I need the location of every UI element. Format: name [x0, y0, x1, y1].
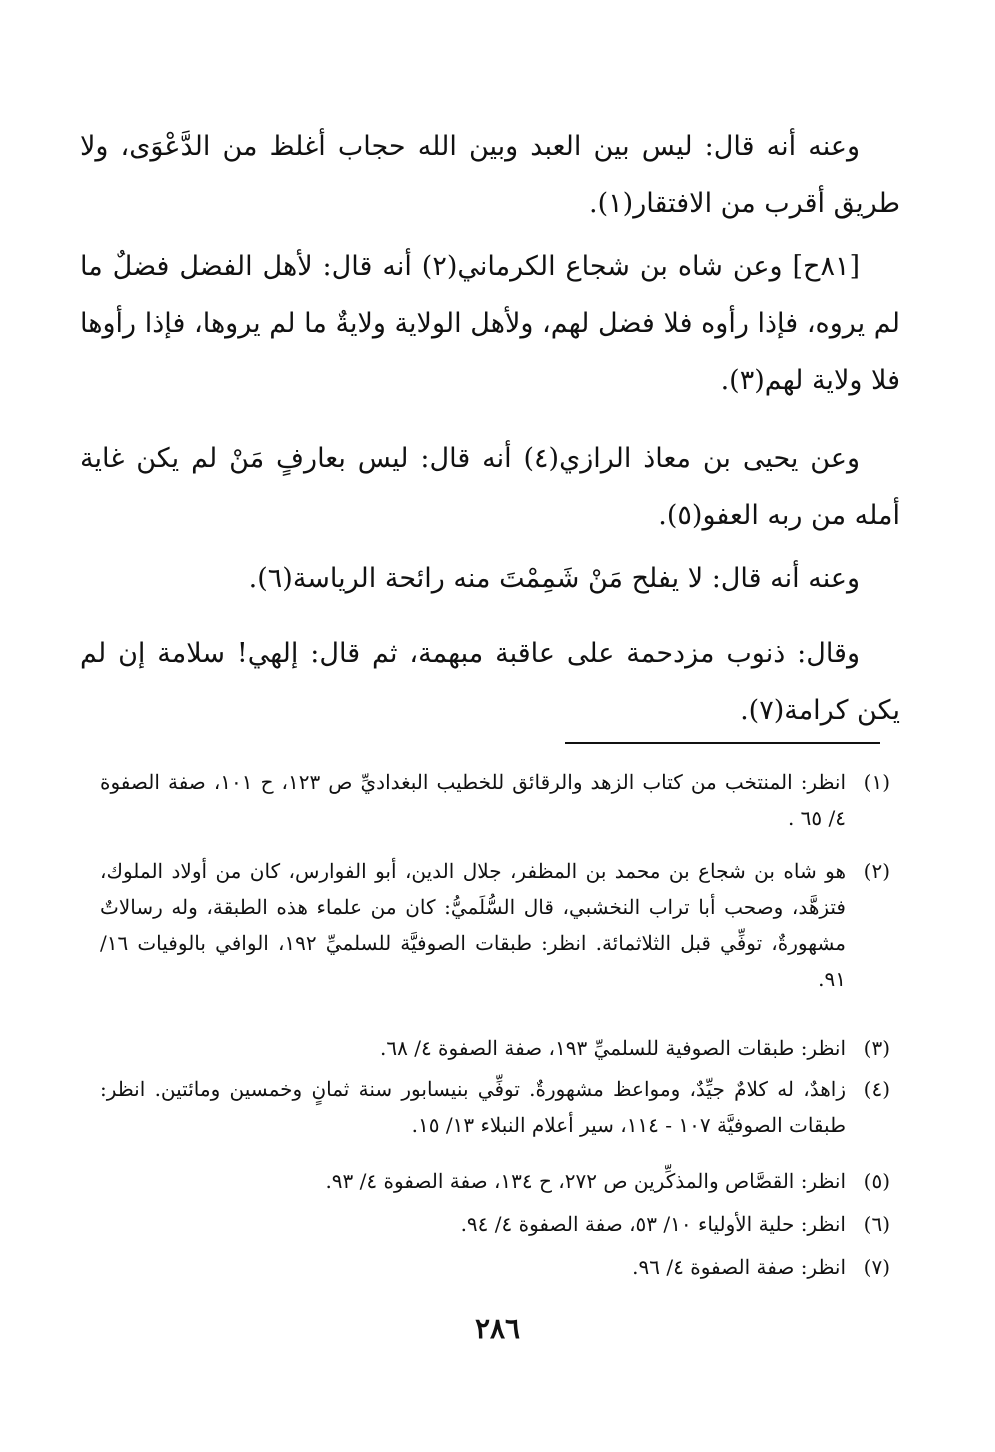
- footnote-5: [100, 1163, 890, 1199]
- footnote-text: انظر: صفة الصفوة ٤/ ٩٦.: [632, 1255, 846, 1279]
- footnote-separator: [565, 742, 880, 744]
- footnote-3: [100, 1030, 890, 1066]
- main-paragraph-4: [80, 550, 900, 607]
- footnote-number: (٧): [863, 1255, 890, 1279]
- footnote-number: (٦): [863, 1212, 890, 1236]
- footnote-number: (٥): [863, 1169, 890, 1193]
- footnote-2: [100, 853, 890, 997]
- main-paragraph-1: [80, 118, 900, 232]
- main-paragraph-5: [80, 625, 900, 739]
- main-paragraph-2: [80, 238, 900, 409]
- paragraph-text: وعن يحيى بن معاذ الرازي(٤) أنه قال: ليس بعارفٍ مَنْ لم يكن غاية أمله من ربه العفو(٥).: [80, 443, 900, 531]
- footnote-number: (٤): [863, 1077, 890, 1101]
- page-number: ٢٨٦: [474, 1312, 521, 1345]
- footnote-text: انظر: حلية الأولياء ١٠/ ٥٣، صفة الصفوة ٤/ ٩٤.: [460, 1212, 846, 1236]
- footnote-7: [100, 1249, 890, 1285]
- footnote-text: انظر: طبقات الصوفية للسلميِّ ١٩٣، صفة الصفوة ٤/ ٦٨.: [380, 1036, 846, 1060]
- footnote-number: (٣): [863, 1036, 890, 1060]
- main-paragraph-3: [80, 430, 900, 544]
- footnote-text: انظر: المنتخب من كتاب الزهد والرقائق للخطيب البغداديِّ ص ١٢٣، ح ١٠١، صفة الصفوة ٤/ ٦٥ .: [100, 770, 846, 830]
- paragraph-text: وعنه أنه قال: لا يفلح مَنْ شَمِمْتَ منه رائحة الرياسة(٦).: [248, 563, 860, 594]
- footnote-1: [100, 764, 890, 836]
- footnote-number: (٢): [863, 859, 890, 883]
- footnote-text: هو شاه بن شجاع بن محمد بن المظفر، جلال الدين، أبو الفوارس، كان من أولاد الملوك، فتزهَّد، وصحب أبا تراب النخشبي، قال السُّلَميُّ: كان من علماء هذه الطبقة، وله رسالاتٌ مشهورةٌ، توفِّي قبل الثلاثمائة. انظر: طبقات الصوفيَّة للسلميِّ ١٩٢، الوافي بالوفيات ١٦/ ٩١.: [100, 859, 847, 991]
- paragraph-text: وقال: ذنوب مزدحمة على عاقبة مبهمة، ثم قال: إلهي! سلامة إن لم يكن كرامة(٧).: [80, 638, 900, 726]
- footnote-text: انظر: القصَّاص والمذكِّرين ص ٢٧٢، ح ١٣٤، صفة الصفوة ٤/ ٩٣.: [325, 1169, 846, 1193]
- footnote-number: (١): [863, 770, 890, 794]
- footnote-text: زاهدٌ، له كلامٌ جيِّدٌ، ومواعظ مشهورةٌ. توفِّي بنيسابور سنة ثمانٍ وخمسين ومائتين. انظر: طبقات الصوفيَّة ١٠٧ - ١١٤، سير أعلام النبلاء ١٣/ ١٥.: [100, 1077, 846, 1137]
- footnote-6: [100, 1206, 890, 1242]
- paragraph-text: [٨١ح] وعن شاه بن شجاع الكرماني(٢) أنه قال: لأهل الفضل فضلٌ ما لم يروه، فإذا رأوه فلا فضل لهم، ولأهل الولاية ولايةٌ ما لم يروها، فإذا رأوها فلا ولاية لهم(٣).: [80, 251, 900, 396]
- paragraph-text: وعنه أنه قال: ليس بين العبد وبين الله حجاب أغلظ من الدَّعْوَى، ولا طريق أقرب من الافتقار(١).: [80, 131, 900, 219]
- footnote-4: [100, 1071, 890, 1143]
